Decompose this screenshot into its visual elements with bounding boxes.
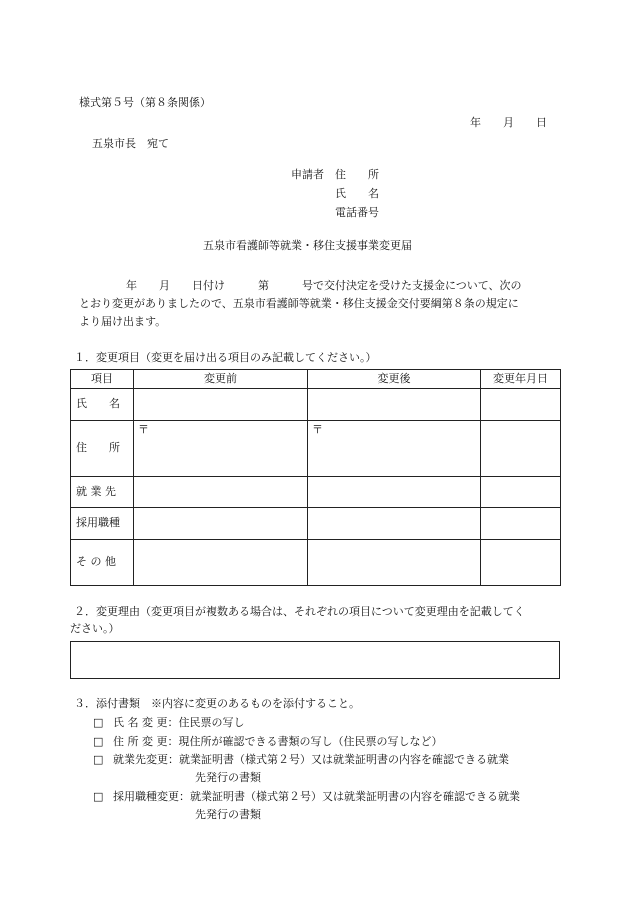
applicant-address-label: 住 所 xyxy=(335,168,379,181)
row-label-name xyxy=(71,389,134,421)
attachment-desc-cont: 先発行の書類 xyxy=(195,771,261,784)
name-after-cell[interactable] xyxy=(308,389,481,421)
table-header-row xyxy=(71,370,561,389)
workplace-after-cell[interactable] xyxy=(308,477,481,508)
job-type-date-cell[interactable] xyxy=(481,508,561,540)
attachment-checkbox[interactable]: □ xyxy=(93,735,104,748)
row-label-text: 氏 名 xyxy=(76,397,120,411)
table-row xyxy=(71,540,561,586)
body-line-3: より届け出ます。 xyxy=(79,315,167,328)
attachment-checkbox[interactable]: □ xyxy=(93,716,104,729)
table-row xyxy=(71,389,561,421)
address-before-cell[interactable] xyxy=(134,421,308,477)
applicant-name-label: 氏 名 xyxy=(335,187,379,200)
row-label-text: 住 所 xyxy=(76,441,120,455)
col-header-item: 項目 xyxy=(71,370,134,389)
job-type-before-cell[interactable] xyxy=(134,508,308,540)
attachment-label: 就業先変更：就業証明書（様式第２号）又は就業証明書の内容を確認できる就業 xyxy=(113,753,509,766)
col-header-before: 変更前 xyxy=(134,370,308,389)
name-before-cell[interactable] xyxy=(134,389,308,421)
change-reason-box[interactable] xyxy=(70,641,560,679)
addressee: 五泉市長 宛て xyxy=(92,137,169,150)
attachment-checkbox[interactable]: □ xyxy=(93,790,104,803)
table-row xyxy=(71,508,561,540)
form-number: 様式第５号（第８条関係） xyxy=(79,96,211,109)
section1-heading: １．変更項目（変更を届け出る項目のみ記載してください。） xyxy=(74,351,377,364)
col-header-date: 変更年月日 xyxy=(481,370,561,389)
section2-heading-line1: ２．変更理由（変更項目が複数ある場合は、それぞれの項目について変更理由を記載してく xyxy=(74,605,525,618)
name-date-cell[interactable] xyxy=(481,389,561,421)
postal-mark-before: 〒 xyxy=(138,423,149,436)
section2-heading-line2: ださい。） xyxy=(70,622,120,635)
address-after-cell[interactable] xyxy=(308,421,481,477)
document-title: 五泉市看護師等就業・移住支援事業変更届 xyxy=(203,239,412,252)
attachment-label: 採用職種変更：就業証明書（様式第２号）又は就業証明書の内容を確認できる就業 xyxy=(113,790,520,803)
other-date-cell[interactable] xyxy=(481,540,561,586)
attachment-checkbox[interactable]: □ xyxy=(93,753,104,766)
workplace-before-cell[interactable] xyxy=(134,477,308,508)
date-line: 年 月 日 xyxy=(470,116,547,129)
section3-heading: ３．添付書類 ※内容に変更のあるものを添付すること。 xyxy=(74,697,360,710)
attachment-label: 住 所 変 更：現住所が確認できる書類の写し（住民票の写しなど） xyxy=(113,735,443,748)
attachment-desc-cont: 先発行の書類 xyxy=(195,808,261,821)
row-label-text: 就 業 先 xyxy=(76,484,116,498)
row-label-other xyxy=(71,540,134,586)
change-items-table xyxy=(70,369,561,586)
row-label-address xyxy=(71,421,134,477)
attachment-label: 氏 名 変 更：住民票の写し xyxy=(113,716,245,729)
job-type-after-cell[interactable] xyxy=(308,508,481,540)
applicant-phone-label: 電話番号 xyxy=(335,206,379,219)
other-before-cell[interactable] xyxy=(134,540,308,586)
row-label-job-type xyxy=(71,508,134,540)
other-after-cell[interactable] xyxy=(308,540,481,586)
applicant-label: 申請者 xyxy=(291,168,324,181)
table-row xyxy=(71,421,561,477)
row-label-text: そ の 他 xyxy=(76,555,116,569)
row-label-workplace xyxy=(71,477,134,508)
address-date-cell[interactable] xyxy=(481,421,561,477)
body-line-2: とおり変更がありましたので、五泉市看護師等就業・移住支援金交付要綱第８条の規定に xyxy=(79,297,519,310)
table-row xyxy=(71,477,561,508)
row-label-text: 採用職種 xyxy=(76,516,120,530)
col-header-after: 変更後 xyxy=(308,370,481,389)
body-line-1: 年 月 日付け 第 号で交付決定を受けた支援金について、次の xyxy=(126,279,522,292)
workplace-date-cell[interactable] xyxy=(481,477,561,508)
postal-mark-after: 〒 xyxy=(312,423,323,436)
